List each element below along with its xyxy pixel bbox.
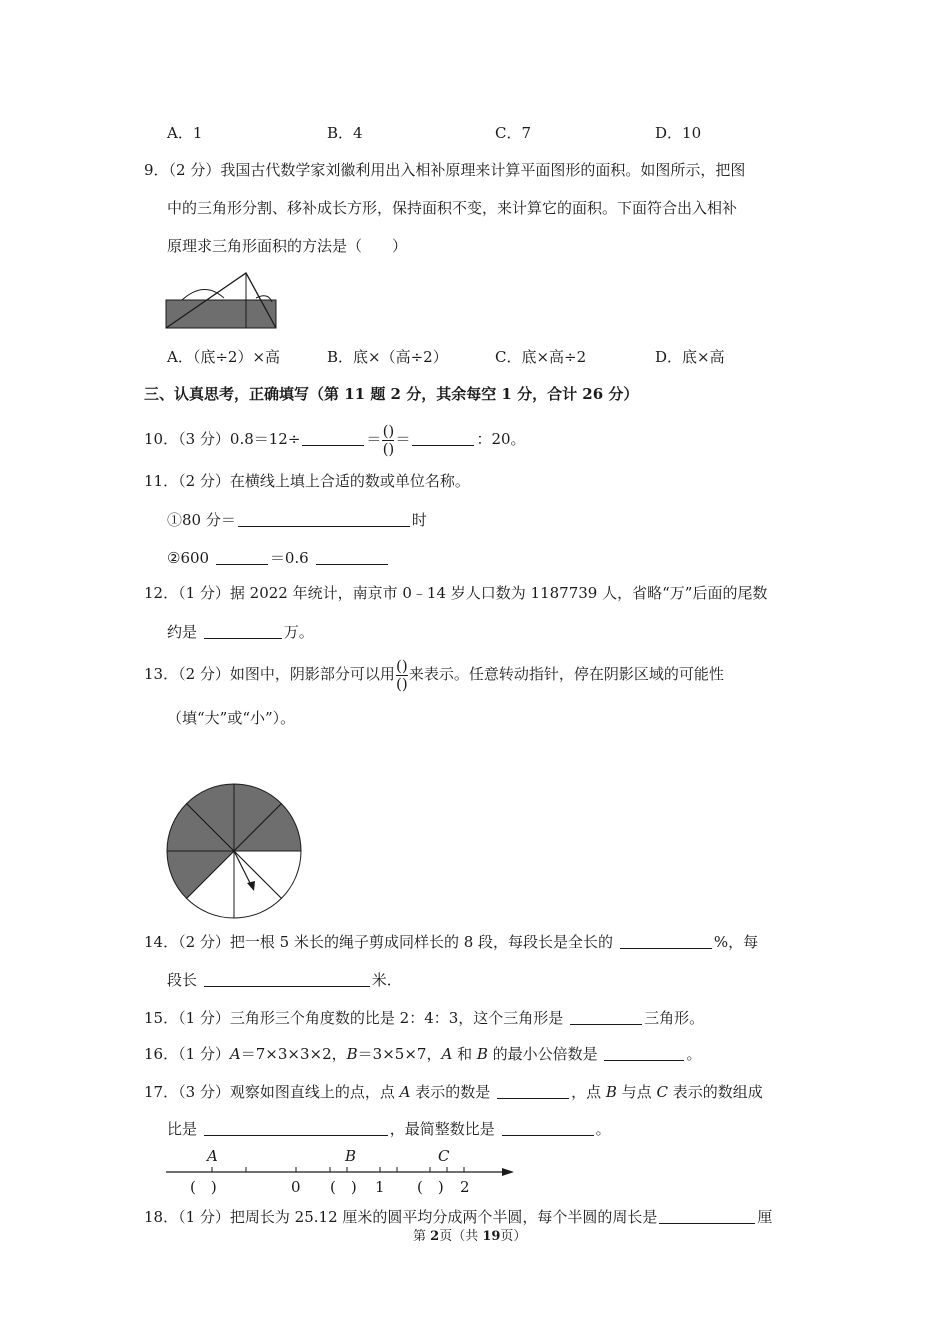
q13-fraction — [396, 656, 408, 693]
q8-option-d: D．10 — [655, 124, 702, 142]
q18-suffix: 厘 — [757, 1208, 773, 1226]
q14-line2 — [167, 972, 402, 988]
point-b-label: B — [345, 1147, 357, 1165]
q15-line — [144, 1010, 704, 1026]
q11-item2 — [167, 550, 390, 566]
q14-blank-2[interactable] — [204, 972, 370, 987]
q16-p3: ＝3×5×7， — [357, 1045, 442, 1063]
q16-p4: 和 — [452, 1045, 477, 1063]
q16-p5: 的最小公倍数是 — [487, 1045, 598, 1063]
q17-var-a: A — [399, 1083, 411, 1101]
q10-suffix: ：20。 — [476, 430, 526, 448]
q10-blank-2[interactable] — [412, 431, 474, 446]
q15-prefix: 15．（1 分）三角形三个角度数的比是 2：4：3，这个三角形是 — [144, 1009, 564, 1027]
tick-label-blank-3[interactable]: ( ) — [417, 1178, 444, 1196]
q9-triangle-diagram — [164, 270, 280, 332]
tick-label-blank-1[interactable]: ( ) — [190, 1178, 217, 1196]
move-arrow-left — [182, 289, 224, 300]
footer-page-number: 2 — [430, 1229, 440, 1244]
shaded-rectangle — [166, 300, 276, 328]
q10-frac-den[interactable]: () — [382, 439, 395, 458]
q18-line — [144, 1209, 772, 1225]
q14-blank-1[interactable] — [620, 934, 712, 949]
q17-var-b: B — [605, 1083, 617, 1101]
q9-line3: 原理求三角形面积的方法是（ ） — [167, 237, 408, 255]
q9-line2: 中的三角形分割、移补成长方形，保持面积不变，来计算它的面积。下面符合出入相补 — [167, 199, 738, 217]
section3-title: 三、认真思考，正确填写（第 11 题 2 分，其余每空 1 分，合计 26 分） — [144, 385, 639, 403]
tick-label-2: 2 — [460, 1178, 470, 1196]
q16-suffix: 。 — [686, 1045, 702, 1063]
q10-line — [144, 422, 526, 457]
q11-blank-1[interactable] — [238, 512, 410, 527]
q12-line1: 12．（1 分）据 2022 年统计，南京市 0﹣14 岁人口数为 1187739 人，省略“万”后面的尾数 — [144, 584, 768, 602]
q17-p4: 与点 — [616, 1083, 657, 1101]
q14-line1-suffix: %，每 — [713, 933, 759, 951]
q17-p2: 表示的数是 — [410, 1083, 491, 1101]
q8-option-b: B．4 — [327, 124, 363, 142]
q17-number-line — [162, 1143, 522, 1199]
q15-blank[interactable] — [570, 1010, 642, 1025]
footer-total-pages: 19 — [482, 1229, 501, 1244]
footer-p3: 页） — [500, 1229, 527, 1244]
q9-option-a: A．（底÷2）×高 — [167, 348, 281, 366]
q10-frac-num[interactable]: () — [382, 421, 395, 440]
q10-prefix: 10．（3 分）0.8＝12÷ — [144, 430, 301, 448]
point-c-label: C — [438, 1147, 450, 1165]
axis-arrowhead — [502, 1168, 514, 1176]
q14-line1-prefix: 14．（2 分）把一根 5 米长的绳子剪成同样长的 8 段，每段长是全长的 — [144, 933, 614, 951]
q11-item1-prefix: ①80 分＝ — [167, 511, 236, 529]
q12-line2 — [167, 624, 314, 640]
q14-line1 — [144, 934, 758, 950]
q16-p1: 16．（1 分） — [144, 1045, 230, 1063]
q13-suffix: 来表示。任意转动指针，停在阴影区域的可能性 — [408, 665, 724, 683]
q17-var-c: C — [656, 1083, 668, 1101]
q17-blank-3[interactable] — [502, 1121, 594, 1136]
q17-blank-2[interactable] — [204, 1121, 388, 1136]
q13-line2: （填“大”或“小”）。 — [167, 709, 296, 727]
q13-frac-den[interactable]: () — [396, 674, 408, 693]
q9-option-c: C．底×高÷2 — [495, 348, 587, 366]
tick-label-blank-2[interactable]: ( ) — [330, 1178, 357, 1196]
q18-blank[interactable] — [659, 1209, 755, 1224]
q11-item2-mid: ＝0.6 — [269, 549, 309, 567]
q9-line1: 9．（2 分）我国古代数学家刘徽利用出入相补原理来计算平面图形的面积。如图所示，把图 — [144, 161, 746, 179]
q11-blank-2[interactable] — [216, 550, 268, 565]
q17-line2-prefix: 比是 — [167, 1120, 198, 1138]
q17-p1: 17．（3 分）观察如图直线上的点，点 — [144, 1083, 400, 1101]
q8-option-a: A．1 — [167, 124, 203, 142]
q11-item1-suffix: 时 — [411, 511, 427, 529]
q17-p3: ，点 — [571, 1083, 606, 1101]
footer-p1: 第 — [413, 1229, 431, 1244]
q10-eq1: ＝ — [366, 430, 382, 448]
q12-line2-prefix: 约是 — [167, 623, 198, 641]
q12-blank[interactable] — [204, 624, 282, 639]
point-a-label: A — [207, 1147, 218, 1165]
q14-line2-suffix: 米． — [371, 971, 402, 989]
q16-p2: ＝7×3×3×2， — [240, 1045, 347, 1063]
q9-option-d: D．底×高 — [655, 348, 725, 366]
q18-prefix: 18．（1 分）把周长为 25.12 厘米的圆平均分成两个半圆，每个半圆的周长是 — [144, 1208, 658, 1226]
q8-option-c: C．7 — [495, 124, 532, 142]
q10-blank-1[interactable] — [302, 431, 364, 446]
q16-var-a2: A — [441, 1045, 453, 1063]
q16-var-b: B — [346, 1045, 358, 1063]
q11-line1: 11．（2 分）在横线上填上合适的数或单位名称。 — [144, 472, 470, 490]
q17-line2-suffix: 。 — [595, 1120, 611, 1138]
q17-line1 — [144, 1084, 763, 1100]
q13-prefix: 13．（2 分）如图中，阴影部分可以用 — [144, 665, 395, 683]
q13-line1 — [144, 657, 724, 692]
ticks — [212, 1167, 464, 1172]
page-footer — [413, 1230, 526, 1243]
q11-item1 — [167, 512, 427, 528]
q11-item2-prefix: ②600 — [167, 549, 210, 567]
tick-label-1: 1 — [375, 1178, 385, 1196]
q12-line2-suffix: 万。 — [283, 623, 314, 641]
q9-option-b: B．底×（高÷2） — [327, 348, 448, 366]
q17-line2-mid: ，最简整数比是 — [389, 1120, 495, 1138]
q10-fraction — [382, 421, 395, 458]
q17-p5: 表示的数组成 — [667, 1083, 763, 1101]
tick-label-0: 0 — [291, 1178, 301, 1196]
q14-line2-prefix: 段长 — [167, 971, 198, 989]
q16-var-a: A — [229, 1045, 241, 1063]
q17-blank-1[interactable] — [497, 1084, 569, 1099]
q11-blank-3[interactable] — [316, 550, 388, 565]
q16-blank[interactable] — [604, 1046, 684, 1061]
footer-p2: 页（共 — [439, 1229, 483, 1244]
q13-spinner-circle — [164, 781, 304, 921]
q16-var-b2: B — [476, 1045, 488, 1063]
q15-suffix: 三角形。 — [644, 1009, 705, 1027]
q10-eq2: ＝ — [395, 430, 411, 448]
q16-line — [144, 1046, 701, 1062]
q13-frac-num[interactable]: () — [396, 656, 408, 675]
q17-line2 — [167, 1121, 611, 1137]
